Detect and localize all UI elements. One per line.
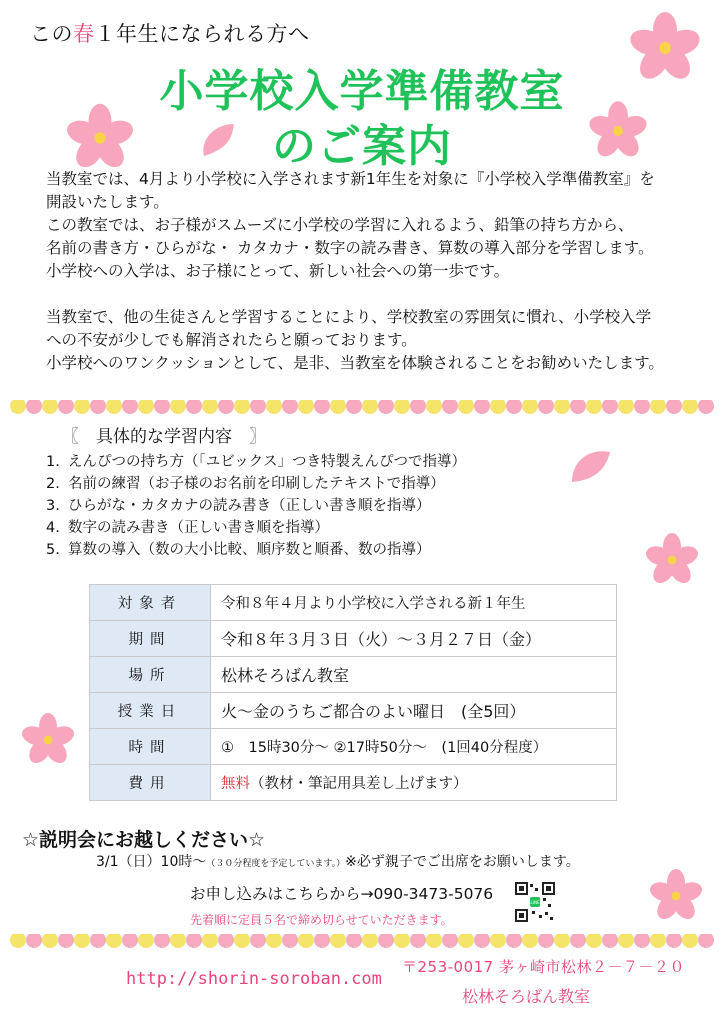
scallop-dot — [250, 400, 266, 414]
scallop-dot — [522, 934, 538, 948]
qr-code-icon[interactable] — [515, 882, 555, 922]
scallop-dot — [394, 400, 410, 414]
scallop-dot — [298, 934, 314, 948]
scallop-dot — [106, 400, 122, 414]
scallop-dot — [666, 934, 682, 948]
scallop-dot — [378, 400, 394, 414]
bracket-open: 〖 — [62, 427, 79, 447]
scallop-divider — [10, 934, 714, 948]
sakura-icon — [646, 866, 706, 926]
scallop-dot — [522, 400, 538, 414]
row-value: ① 15時30分～ ②17時50分～ (1回40分程度） — [211, 729, 617, 765]
scallop-dot — [122, 934, 138, 948]
scallop-dot — [346, 400, 362, 414]
scallop-dot — [682, 934, 698, 948]
scallop-dot — [458, 400, 474, 414]
scallop-divider — [10, 400, 714, 414]
intro-text — [46, 168, 696, 375]
scallop-dot — [266, 934, 282, 948]
sakura-icon — [18, 710, 78, 770]
scallop-dot — [474, 400, 490, 414]
scallop-dot — [42, 934, 58, 948]
row-value — [211, 765, 617, 801]
scallop-dot — [618, 934, 634, 948]
scallop-dot — [202, 934, 218, 948]
sakura-icon — [642, 530, 702, 590]
scallop-dot — [634, 400, 650, 414]
list-item-text: 数字の読み書き（正しい書き順を指導） — [68, 520, 329, 536]
scallop-dot — [602, 400, 618, 414]
list-item-number: 2. — [46, 476, 60, 492]
tagline-before: この — [30, 22, 73, 46]
scallop-dot — [682, 400, 698, 414]
intro-line: 開設いたします。 — [46, 193, 169, 211]
row-key: 対象者 — [90, 585, 211, 621]
info-table — [89, 584, 617, 801]
bracket-close: 〗 — [249, 427, 266, 447]
scallop-dot — [122, 400, 138, 414]
scallop-dot — [506, 934, 522, 948]
table-row — [90, 693, 617, 729]
scallop-dot — [330, 934, 346, 948]
scallop-dot — [186, 400, 202, 414]
petal-icon — [566, 442, 616, 492]
list-item — [46, 517, 466, 539]
scallop-dot — [538, 934, 554, 948]
scallop-dot — [346, 934, 362, 948]
scallop-dot — [506, 400, 522, 414]
row-key: 場所 — [90, 657, 211, 693]
scallop-dot — [10, 934, 26, 948]
scallop-dot — [442, 934, 458, 948]
scallop-dot — [394, 934, 410, 948]
scallop-dot — [90, 400, 106, 414]
scallop-dot — [266, 400, 282, 414]
scallop-dot — [26, 400, 42, 414]
intro-line: 名前の書き方・ひらがな・ カタカナ・数字の読み書き、算数の導入部分を学習します。 — [46, 239, 654, 257]
tagline-after: １年生になられる方へ — [94, 22, 310, 46]
scallop-dot — [26, 934, 42, 948]
list-item-number: 4. — [46, 520, 60, 536]
seminar-date — [96, 851, 580, 871]
row-key: 授業日 — [90, 693, 211, 729]
scallop-dot — [218, 934, 234, 948]
scallop-dot — [74, 400, 90, 414]
intro-line: この教室では、お子様がスムーズに小学校の学習に入れるよう、鉛筆の持ち方から、 — [46, 216, 634, 234]
row-key: 期間 — [90, 621, 211, 657]
scallop-dot — [186, 934, 202, 948]
tagline — [30, 18, 310, 48]
scallop-dot — [138, 400, 154, 414]
scallop-dot — [490, 934, 506, 948]
learning-heading — [62, 422, 266, 447]
table-row — [90, 765, 617, 801]
scallop-dot — [618, 400, 634, 414]
table-row — [90, 621, 617, 657]
list-item-number: 5. — [46, 542, 60, 558]
scallop-dot — [586, 400, 602, 414]
scallop-dot — [602, 934, 618, 948]
scallop-dot — [170, 934, 186, 948]
scallop-dot — [106, 934, 122, 948]
list-item — [46, 451, 466, 473]
scallop-dot — [650, 400, 666, 414]
scallop-dot — [490, 400, 506, 414]
seminar-heading: ☆説明会にお越しください☆ — [22, 829, 266, 851]
scallop-dot — [154, 934, 170, 948]
scallop-dot — [10, 400, 26, 414]
scallop-dot — [74, 934, 90, 948]
row-key: 費用 — [90, 765, 211, 801]
fee-note: （教材・筆記用具差し上げます） — [250, 776, 468, 792]
intro-line: 当教室では、4月より小学校に入学されます新1年生を対象に『小学校入学準備教室』を — [46, 170, 655, 188]
capacity-note: 先着順に定員５名で締め切らせていただきます。 — [190, 913, 453, 927]
scallop-dot — [458, 934, 474, 948]
scallop-dot — [698, 400, 714, 414]
scallop-dot — [154, 400, 170, 414]
scallop-dot — [170, 400, 186, 414]
scallop-dot — [90, 934, 106, 948]
scallop-dot — [234, 400, 250, 414]
scallop-dot — [314, 400, 330, 414]
scallop-dot — [202, 400, 218, 414]
scallop-dot — [666, 400, 682, 414]
qr-label: LINE — [530, 900, 540, 905]
list-item-text: 算数の導入（数の大小比較、順序数と順番、数の指導） — [68, 542, 431, 558]
scallop-dot — [634, 934, 650, 948]
list-item-number: 1. — [46, 454, 60, 470]
scallop-dot — [410, 400, 426, 414]
scallop-dot — [570, 934, 586, 948]
scallop-dot — [234, 934, 250, 948]
row-value: 火～金のうちご都合のよい曜日 (全5回） — [211, 693, 617, 729]
scallop-dot — [218, 400, 234, 414]
scallop-dot — [538, 400, 554, 414]
scallop-dot — [570, 400, 586, 414]
list-item-number: 3. — [46, 498, 60, 514]
scallop-dot — [58, 934, 74, 948]
scallop-dot — [282, 934, 298, 948]
scallop-dot — [58, 400, 74, 414]
learning-heading-text: 具体的な学習内容 — [96, 427, 232, 447]
seminar-date-main: 3/1（日）10時～ — [96, 854, 207, 870]
address: 〒253-0017 茅ヶ崎市松林２－７－２０ — [402, 958, 685, 976]
table-row — [90, 729, 617, 765]
learning-list — [46, 451, 466, 561]
apply-phone[interactable]: お申し込みはこちらから→090-3473-5076 — [190, 885, 494, 903]
scallop-dot — [426, 934, 442, 948]
seminar-date-small: （３０分程度を予定しています。） — [206, 859, 346, 869]
scallop-dot — [586, 934, 602, 948]
scallop-dot — [554, 934, 570, 948]
scallop-dot — [554, 400, 570, 414]
scallop-dot — [378, 934, 394, 948]
website-link[interactable]: http://shorin-soroban.com — [126, 969, 382, 989]
list-item-text: えんぴつの持ち方（「ユビックス」つき特製えんぴつで指導） — [68, 454, 467, 470]
intro-line: 当教室で、他の生徒さんと学習することにより、学校教室の雰囲気に慣れ、小学校入学 — [46, 308, 652, 326]
row-key: 時間 — [90, 729, 211, 765]
seminar-date-note: ※必ず親子でご出席をお願いします。 — [345, 854, 580, 870]
scallop-dot — [138, 934, 154, 948]
scallop-dot — [410, 934, 426, 948]
intro-line: への不安が少しでも解消されたらと願っております。 — [46, 331, 417, 349]
page-subtitle: のご案内 — [272, 121, 452, 172]
scallop-dot — [650, 934, 666, 948]
table-row — [90, 657, 617, 693]
free-label: 無料 — [221, 776, 250, 792]
row-value: 令和８年３月３日（火）～３月２７日（金） — [211, 621, 617, 657]
list-item-text: 名前の練習（お子様のお名前を印刷したテキストで指導） — [68, 476, 445, 492]
row-value: 松林そろばん教室 — [211, 657, 617, 693]
scallop-dot — [282, 400, 298, 414]
scallop-dot — [698, 934, 714, 948]
paragraph-gap — [46, 283, 696, 306]
scallop-dot — [298, 400, 314, 414]
intro-line: 小学校へのワンクッションとして、是非、当教室を体験されることをお勧めいたします。 — [46, 354, 664, 372]
scallop-dot — [314, 934, 330, 948]
scallop-dot — [330, 400, 346, 414]
intro-line: 小学校への入学は、お子様にとって、新しい社会への第一歩です。 — [46, 262, 510, 280]
scallop-dot — [442, 400, 458, 414]
list-item — [46, 473, 466, 495]
list-item — [46, 539, 466, 561]
tagline-spring: 春 — [73, 22, 95, 46]
scallop-dot — [474, 934, 490, 948]
scallop-dot — [250, 934, 266, 948]
scallop-dot — [42, 400, 58, 414]
scallop-dot — [362, 934, 378, 948]
list-item-text: ひらがな・カタカナの読み書き（正しい書き順を指導） — [68, 498, 431, 514]
page-title: 小学校入学準備教室 — [159, 66, 565, 117]
scallop-dot — [362, 400, 378, 414]
table-row — [90, 585, 617, 621]
school-name: 松林そろばん教室 — [462, 987, 591, 1006]
scallop-dot — [426, 400, 442, 414]
row-value: 令和８年４月より小学校に入学される新１年生 — [211, 585, 617, 621]
list-item — [46, 495, 466, 517]
